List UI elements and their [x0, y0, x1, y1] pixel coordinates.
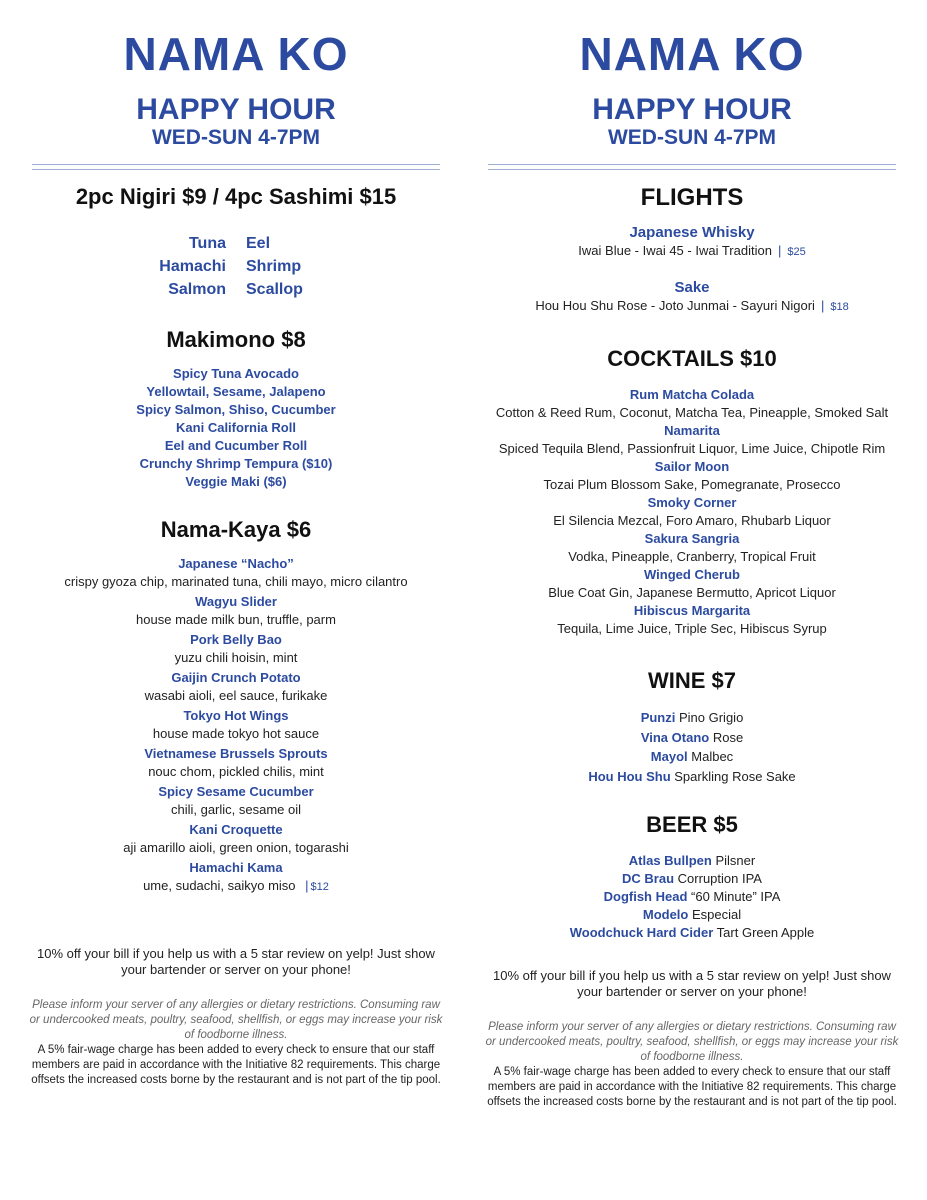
item-description: Tozai Plum Blossom Sake, Pomegranate, Prosecco [543, 477, 841, 492]
item-description: chili, garlic, sesame oil [170, 802, 302, 817]
nigiri-section-title: 2pc Nigiri $9 / 4pc Sashimi $15 [75, 184, 397, 209]
item-name: Vina Otano [640, 729, 710, 745]
review-offer: 10% off your bill if you help us with a 5 star review on yelp! Just show your bartender or server on your phone! [493, 968, 891, 999]
cocktails-list [472, 386, 912, 638]
item-description: Iwai Blue - Iwai 45 - Iwai Tradition [578, 243, 772, 258]
nigiri-fish-list [146, 232, 326, 301]
item-name: Japanese Whisky [629, 224, 755, 241]
list-item: Yellowtail, Sesame, Jalapeno [146, 384, 326, 399]
fish-item: Salmon [168, 281, 226, 298]
item-description: Pilsner [715, 853, 756, 868]
list-item: Veggie Maki ($6) [185, 474, 287, 489]
list-item [472, 906, 912, 924]
list-item: Spicy Salmon, Shiso, Cucumber [136, 402, 336, 417]
item-name: Wagyu Slider [195, 594, 277, 609]
item-name: Modelo [642, 907, 689, 922]
item-name: Japanese “Nacho” [178, 556, 294, 571]
divider [32, 164, 440, 170]
list-item [472, 870, 912, 888]
price-separator: | [305, 878, 309, 893]
list-item [472, 888, 912, 906]
item-name: Hibiscus Margarita [633, 603, 751, 618]
list-item [472, 767, 912, 787]
item-name: DC Brau [622, 871, 675, 886]
item-price: $18 [830, 301, 849, 313]
fish-item: Scallop [246, 281, 303, 298]
allergy-disclaimer: Please inform your server of any allergies or dietary restrictions. Consuming raw or undercooked meats, poultry, seafood, shellfish, or eggs may increase your risk of foodborne illness. [29, 999, 443, 1041]
flights-list [472, 224, 912, 316]
item-description-row [472, 297, 912, 316]
item-description: house made tokyo hot sauce [152, 726, 320, 741]
item-name: Dogfish Head [603, 889, 688, 904]
item-name: Spicy Sesame Cucumber [158, 784, 314, 799]
item-description: Pino Grigio [678, 710, 744, 725]
item-name: Mayol [650, 749, 688, 764]
item-description: Especial [691, 907, 742, 922]
item-name: Woodchuck Hard Cider [569, 925, 714, 940]
item-name: Sakura Sangria [644, 531, 740, 546]
brand-title: NAMA KO [579, 28, 805, 80]
list-item [472, 728, 912, 748]
item-name: Vietnamese Brussels Sprouts [144, 746, 328, 761]
happy-hour-time: WED-SUN 4-7PM [607, 126, 776, 149]
cocktails-section-title: COCKTAILS $10 [607, 346, 777, 371]
list-item: Kani California Roll [176, 420, 296, 435]
item-name: Sake [674, 279, 710, 296]
item-name: Hamachi Kama [189, 860, 283, 875]
item-description: Hou Hou Shu Rose - Joto Junmai - Sayuri Nigori [535, 298, 815, 313]
list-item: Spicy Tuna Avocado [173, 366, 299, 381]
item-description: ume, sudachi, saikyo miso [143, 878, 296, 893]
fair-wage-notice: A 5% fair-wage charge has been added to every check to ensure that our staff members are paid in accordance with the Initiative 82 requirements. This charge offsets the increased costs borne by the restaurant and is not part of the tip pool. [31, 1044, 441, 1086]
item-description: Blue Coat Gin, Japanese Bermutto, Apricot Liquor [548, 585, 836, 600]
flights-section-title: FLIGHTS [640, 184, 744, 211]
item-price: $25 [787, 246, 806, 258]
item-description-row [16, 877, 456, 896]
item-description: crispy gyoza chip, marinated tuna, chili mayo, micro cilantro [64, 574, 408, 589]
item-description: Corruption IPA [677, 871, 762, 886]
item-name: Smoky Corner [647, 495, 737, 510]
fair-wage-notice: A 5% fair-wage charge has been added to every check to ensure that our staff members are paid in accordance with the Initiative 82 requirements. This charge offsets the increased costs borne by the restaurant and is not part of the tip pool. [487, 1066, 897, 1108]
item-name: Winged Cherub [644, 567, 740, 582]
item-description: aji amarillo aioli, green onion, togarashi [123, 840, 349, 855]
beer-section-title: BEER $5 [646, 812, 738, 837]
item-name: Sailor Moon [654, 459, 730, 474]
review-offer: 10% off your bill if you help us with a 5 star review on yelp! Just show your bartender or server on your phone! [37, 946, 435, 977]
divider [488, 164, 896, 170]
item-name: Rum Matcha Colada [629, 387, 755, 402]
makimono-list [16, 365, 456, 491]
price-separator: | [777, 243, 782, 258]
item-name: Punzi [640, 710, 676, 725]
namakaya-section-title: Nama-Kaya $6 [160, 517, 312, 542]
item-description: El Silencia Mezcal, Foro Amaro, Rhubarb Liquor [553, 513, 831, 528]
list-item [472, 708, 912, 728]
list-item [472, 747, 912, 767]
makimono-section-title: Makimono $8 [166, 327, 306, 352]
item-description: Rose [712, 729, 744, 745]
namakaya-list [16, 555, 456, 896]
item-name: Atlas Bullpen [628, 853, 712, 868]
item-name: Kani Croquette [189, 822, 283, 837]
item-name: Tokyo Hot Wings [183, 708, 289, 723]
right-column [472, 0, 912, 1110]
item-description: house made milk bun, truffle, parm [136, 612, 336, 627]
list-item [472, 852, 912, 870]
list-item: Eel and Cucumber Roll [164, 438, 308, 453]
happy-hour-time: WED-SUN 4-7PM [151, 126, 320, 149]
item-name: Hou Hou Shu [588, 768, 671, 784]
list-item: Crunchy Shrimp Tempura ($10) [139, 456, 333, 471]
happy-hour-title: HAPPY HOUR [592, 93, 792, 126]
fish-item: Hamachi [159, 258, 226, 275]
item-description: wasabi aioli, eel sauce, furikake [144, 688, 328, 703]
item-description: nouc chom, pickled chilis, mint [148, 764, 324, 779]
item-description: Malbec [691, 749, 734, 764]
happy-hour-title: HAPPY HOUR [136, 93, 336, 126]
item-description: Spiced Tequila Blend, Passionfruit Liquor, Lime Juice, Chipotle Rim [498, 441, 886, 456]
item-description: “60 Minute” IPA [691, 889, 781, 904]
beer-list [472, 852, 912, 942]
price-separator: | [820, 298, 825, 313]
fish-item: Eel [246, 235, 271, 252]
wine-list [472, 708, 912, 786]
item-description: yuzu chili hoisin, mint [174, 650, 298, 665]
item-description-row [472, 242, 912, 261]
wine-section-title: WINE $7 [647, 668, 737, 693]
brand-title: NAMA KO [123, 28, 349, 80]
left-column [16, 0, 456, 1088]
item-description: Vodka, Pineapple, Cranberry, Tropical Fruit [568, 549, 816, 564]
item-description: Tart Green Apple [716, 925, 815, 940]
item-name: Gaijin Crunch Potato [171, 670, 301, 685]
item-description: Sparkling Rose Sake [674, 768, 796, 784]
allergy-disclaimer: Please inform your server of any allergies or dietary restrictions. Consuming raw or undercooked meats, poultry, seafood, shellfish, or eggs may increase your risk of foodborne illness. [485, 1021, 899, 1063]
list-item [472, 924, 912, 942]
item-name: Namarita [664, 423, 720, 438]
fish-item: Shrimp [246, 258, 302, 275]
fish-item: Tuna [188, 235, 226, 252]
item-description: Cotton & Reed Rum, Coconut, Matcha Tea, Pineapple, Smoked Salt [495, 405, 889, 420]
item-price: $12 [310, 881, 329, 893]
item-description: Tequila, Lime Juice, Triple Sec, Hibiscus Syrup [557, 621, 827, 636]
item-name: Pork Belly Bao [190, 632, 282, 647]
